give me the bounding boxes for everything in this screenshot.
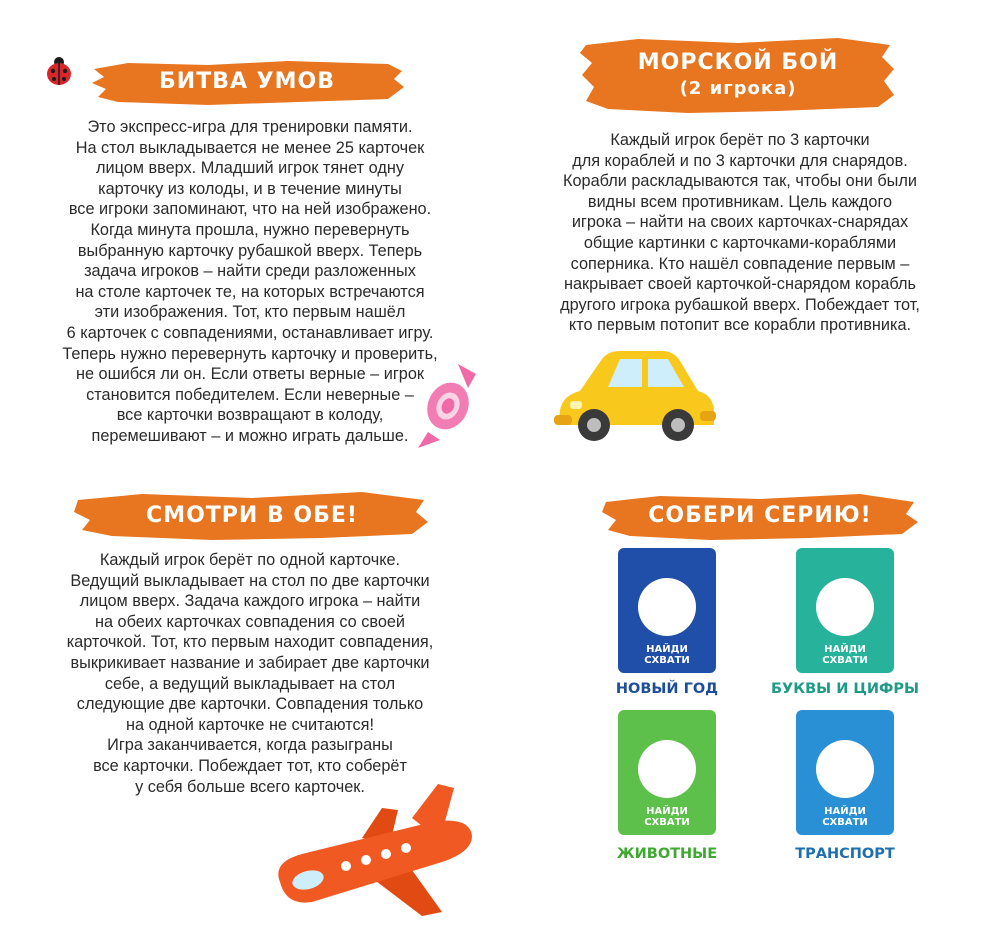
text-line: Ведущий выкладывает на стол по две карточки: [70, 571, 430, 590]
airplane-icon: [262, 778, 487, 923]
text-line: общие картинки с карточками-кораблями: [583, 233, 897, 252]
sea-battle-text: [520, 130, 960, 336]
text-line: Корабли раскладываются так, чтобы они были: [563, 172, 917, 191]
pack-label-new-year: НОВЫЙ ГОД: [615, 681, 719, 697]
pack-label-animals: ЖИВОТНЫЕ: [616, 846, 718, 862]
pack-animals: [618, 710, 716, 835]
battle-of-minds-text: [40, 117, 460, 447]
text-line: на столе карточек те, на которых встречаются: [75, 282, 425, 301]
pack-label-letters-numbers: БУКВЫ И ЦИФРЫ: [770, 681, 919, 697]
text-line: соперника. Кто нашёл совпадение первым –: [570, 254, 910, 273]
text-line: Игра заканчивается, когда разыграны: [107, 736, 393, 755]
text-line: накрывает своей карточкой-снарядом корабль: [563, 275, 917, 294]
pack-box-text: НАЙДИ СХВАТИ: [822, 644, 868, 666]
text-line: все карточки возвращают в колоду,: [116, 406, 384, 425]
pack-label-transport: ТРАНСПОРТ: [795, 846, 895, 862]
text-line: на одной карточке не считаются!: [125, 715, 375, 734]
text-line: На стол выкладывается не менее 25 карточек: [75, 138, 425, 157]
collect-series-banner: [600, 490, 920, 542]
sea-battle-banner: [578, 35, 898, 115]
text-line: на обеих карточках совпадения со своей: [94, 612, 406, 631]
text-line: задача игроков – найти среди разложенных: [84, 262, 416, 281]
look-both-banner: [72, 488, 432, 544]
text-line: 6 карточек с совпадениями, останавливает игру.: [66, 323, 434, 342]
text-line: выбранную карточку рубашкой вверх. Теперь: [77, 241, 423, 260]
car-icon: [550, 345, 720, 445]
text-line: карточкой. Тот, кто первым находит совпадения,: [66, 633, 434, 652]
text-line: Каждый игрок берёт по одной карточке.: [99, 551, 401, 569]
ladybug-icon: [42, 54, 76, 88]
text-line: кто первым потопит все корабли противника.: [568, 316, 912, 335]
pack-new-year: [618, 548, 716, 673]
text-line: перемешивают – и можно играть дальше.: [91, 426, 409, 445]
text-line: не ошибся ли он. Если ответы верные – игрок: [75, 365, 425, 384]
battle-of-minds-title: БИТВА УМОВ: [159, 69, 335, 95]
text-line: все карточки. Побеждает тот, кто соберёт: [93, 756, 407, 775]
text-line: Каждый игрок берёт по 3 карточки: [610, 131, 870, 149]
pack-box-text: НАЙДИ СХВАТИ: [644, 806, 690, 828]
text-line: лицом вверх. Задача каждого игрока – найти: [79, 592, 421, 611]
text-line: следующие две карточки. Совпадения только: [76, 695, 424, 714]
text-line: эти изображения. Тот, кто первым нашёл: [94, 303, 406, 322]
text-line: карточку из колоды, и в течение минуты: [98, 179, 402, 198]
text-line: Когда минута прошла, нужно перевернуть: [90, 220, 410, 239]
look-both-title: СМОТРИ В ОБЕ!: [146, 503, 358, 529]
battle-of-minds-banner: [88, 55, 406, 109]
text-line: видны всем противникам. Цель каждого: [587, 192, 893, 211]
candy-icon: [414, 360, 484, 450]
text-line: становится победителем. Если неверные –: [86, 385, 414, 404]
text-line: другого игрока рубашкой вверх. Побеждает тот,: [560, 295, 920, 314]
text-line: Это экспресс-игра для тренировки памяти.: [87, 118, 413, 136]
text-line: выкрикивает название и забирает две карточки: [70, 653, 430, 672]
text-line: все игроки запоминают, что на ней изображено.: [68, 200, 432, 219]
pack-box-text: НАЙДИ СХВАТИ: [822, 806, 868, 828]
text-line: Теперь нужно перевернуть карточку и проверить,: [62, 344, 438, 363]
sea-battle-subtitle: (2 игрока): [679, 78, 797, 100]
text-line: игрока – найти на своих карточках-снарядах: [571, 213, 909, 232]
text-line: себе, а ведущий выкладывает на стол: [104, 674, 396, 693]
pack-letters-numbers: [796, 548, 894, 673]
pack-transport: [796, 710, 894, 835]
text-line: у себя больше всего карточек.: [135, 777, 365, 796]
text-line: для кораблей и по 3 карточки для снарядов.: [572, 151, 908, 170]
sea-battle-title: МОРСКОЙ БОЙ: [637, 50, 839, 75]
collect-series-title: СОБЕРИ СЕРИЮ!: [648, 503, 872, 529]
pack-box-text: НАЙДИ СХВАТИ: [644, 644, 690, 666]
text-line: лицом вверх. Младший игрок тянет одну: [95, 159, 404, 178]
look-both-text: [30, 550, 470, 797]
